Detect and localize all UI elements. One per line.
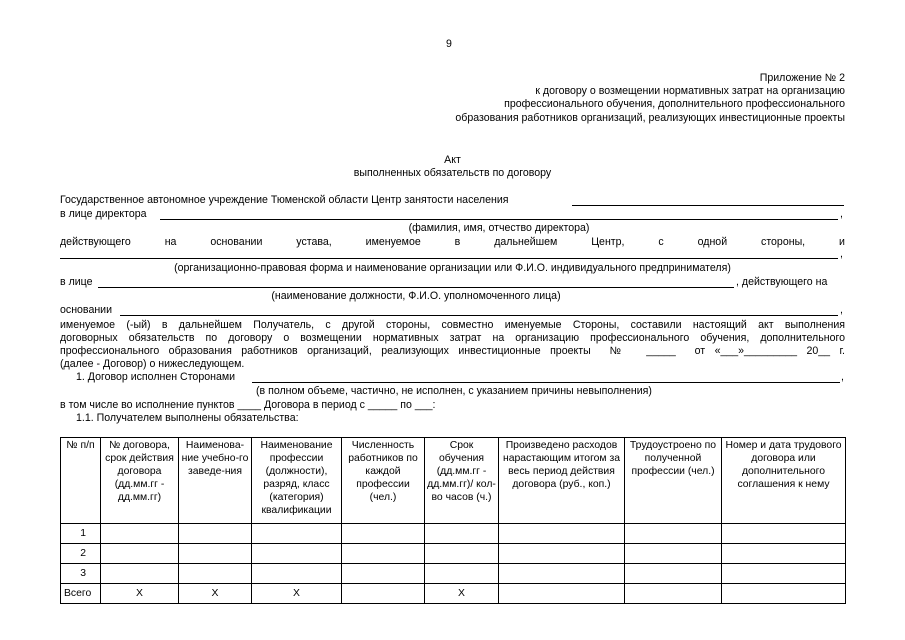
table-cell[interactable] xyxy=(425,544,499,564)
basis-blank xyxy=(120,315,838,316)
table-cell[interactable] xyxy=(499,524,625,544)
organization-blank xyxy=(60,258,838,259)
acting-word: с xyxy=(658,236,664,248)
item-1-text: 1. Договор исполнен Сторонами xyxy=(76,371,236,383)
table-cell: 3 xyxy=(61,564,101,584)
face-blank xyxy=(98,287,734,288)
basis-label: основании xyxy=(60,304,113,316)
table-cell[interactable] xyxy=(179,544,252,564)
acting-word: на xyxy=(164,236,177,248)
paragraph-line-1: именуемое (-ый) в дальнейшем Получатель, с другой стороны, совместно именуемые Стороны, составили настоящий акт выполнения xyxy=(60,319,845,331)
comma-1: , xyxy=(840,208,843,220)
appendix-line-2: профессионального обучения, дополнительного профессионального xyxy=(504,98,845,110)
table-cell[interactable] xyxy=(252,524,342,544)
acting-word: в xyxy=(454,236,461,248)
comma-4: , xyxy=(841,371,844,383)
appendix-line-3: образования работников организаций, реализующих инвестиционные проекты xyxy=(455,112,845,124)
obligations-table xyxy=(60,437,846,604)
table-cell[interactable] xyxy=(625,524,722,544)
acting-word: Центр, xyxy=(591,236,625,248)
table-cell[interactable] xyxy=(425,564,499,584)
table-cell[interactable] xyxy=(499,544,625,564)
table-row xyxy=(61,524,846,544)
table-cell: 1 xyxy=(61,524,101,544)
table-cell: Х xyxy=(252,584,342,604)
acting-word: одной xyxy=(697,236,728,248)
header-cell: Произведено расходов нарастающим итогом за весь период действия договора (руб., коп.) xyxy=(499,438,625,524)
position-hint: (наименование должности, Ф.И.О. уполномоченного лица) xyxy=(271,290,561,302)
table-cell: 2 xyxy=(61,544,101,564)
table-cell[interactable] xyxy=(722,584,846,604)
header-cell: Срок обучения (дд.мм.гг - дд.мм.гг)/ кол-во часов (ч.) xyxy=(425,438,499,524)
table-cell[interactable] xyxy=(625,544,722,564)
header-cell: Численность работников по каждой профессии (чел.) xyxy=(342,438,425,524)
table-cell[interactable] xyxy=(342,544,425,564)
header-cell: № договора, срок действия договора (дд.мм.гг - дд.мм.гг) xyxy=(101,438,179,524)
acting-word: именуемое xyxy=(365,236,421,248)
table-cell[interactable] xyxy=(425,524,499,544)
act-title: Акт xyxy=(444,154,461,166)
paragraph-line-3: профессионального образования работников организаций, реализующих инвестиционные проекты № _____ от «___»_________ 20__ г. xyxy=(60,345,845,357)
institution-blank xyxy=(572,205,844,206)
item-1-blank xyxy=(252,382,840,383)
acting-on-label: , действующего на xyxy=(736,276,828,288)
table-cell[interactable] xyxy=(722,564,846,584)
table-row xyxy=(61,544,846,564)
page-number: 9 xyxy=(446,38,452,50)
table-cell[interactable] xyxy=(252,564,342,584)
table-cell[interactable] xyxy=(722,524,846,544)
table-header-row xyxy=(61,438,846,524)
acting-word: основании xyxy=(210,236,263,248)
acting-word: действующего xyxy=(60,236,131,248)
table-cell[interactable] xyxy=(722,544,846,564)
table-total-row xyxy=(61,584,846,604)
paragraph-line-2: договорных обязательств по договору о возмещении нормативных затрат на организацию профессионального обучения, дополнительного xyxy=(60,332,845,344)
table-cell[interactable] xyxy=(101,564,179,584)
table-cell[interactable] xyxy=(342,584,425,604)
table-cell: Х xyxy=(179,584,252,604)
director-hint: (фамилия, имя, отчество директора) xyxy=(408,222,590,234)
table-cell[interactable] xyxy=(101,524,179,544)
table-cell[interactable] xyxy=(252,544,342,564)
item-1-1-text: 1.1. Получателем выполнены обязательства: xyxy=(76,412,299,424)
appendix-title: Приложение № 2 xyxy=(759,72,845,84)
table-cell: Х xyxy=(101,584,179,604)
acting-word: стороны, xyxy=(761,236,806,248)
header-cell: Наименова-ние учебно-го заведе-ния xyxy=(179,438,252,524)
director-blank xyxy=(160,219,838,220)
comma-3: , xyxy=(840,304,843,316)
header-cell: Наименование профессии (должности), разряд, класс (категория) квалификации xyxy=(252,438,342,524)
director-label: в лице директора xyxy=(60,208,147,220)
header-cell: Номер и дата трудового договора или дополнительного соглашения к нему xyxy=(722,438,846,524)
header-cell: Трудоустроено по полученной профессии (чел.) xyxy=(625,438,722,524)
acting-word: дальнейшем xyxy=(494,236,558,248)
table-cell: Х xyxy=(425,584,499,604)
acting-line xyxy=(60,236,845,248)
table-cell[interactable] xyxy=(499,564,625,584)
comma-2: , xyxy=(840,248,843,260)
appendix-line-1: к договору о возмещении нормативных затрат на организацию xyxy=(535,85,845,97)
table-cell[interactable] xyxy=(179,564,252,584)
item-1-hint: (в полном объеме, частично, не исполнен, с указанием причины невыполнения) xyxy=(256,385,652,397)
table-cell[interactable] xyxy=(625,584,722,604)
header-cell: № п/п xyxy=(61,438,101,524)
total-label: Всего xyxy=(61,584,101,604)
including-text: в том числе во исполнение пунктов ____ Договора в период с _____ по ___: xyxy=(60,399,436,411)
table-cell[interactable] xyxy=(342,524,425,544)
table-cell[interactable] xyxy=(499,584,625,604)
face-label: в лице xyxy=(60,276,93,288)
acting-word: устава, xyxy=(296,236,332,248)
table-row xyxy=(61,564,846,584)
act-subtitle: выполненных обязательств по договору xyxy=(353,167,552,179)
table-cell[interactable] xyxy=(625,564,722,584)
acting-word: и xyxy=(839,236,845,248)
table-cell[interactable] xyxy=(342,564,425,584)
organization-hint: (организационно-правовая форма и наименование организации или Ф.И.О. индивидуального предпринимателя) xyxy=(174,262,731,274)
institution-text: Государственное автономное учреждение Тюменской области Центр занятости населения xyxy=(60,194,509,206)
table-cell[interactable] xyxy=(101,544,179,564)
paragraph-line-4: (далее - Договор) о нижеследующем. xyxy=(60,358,245,370)
table-cell[interactable] xyxy=(179,524,252,544)
